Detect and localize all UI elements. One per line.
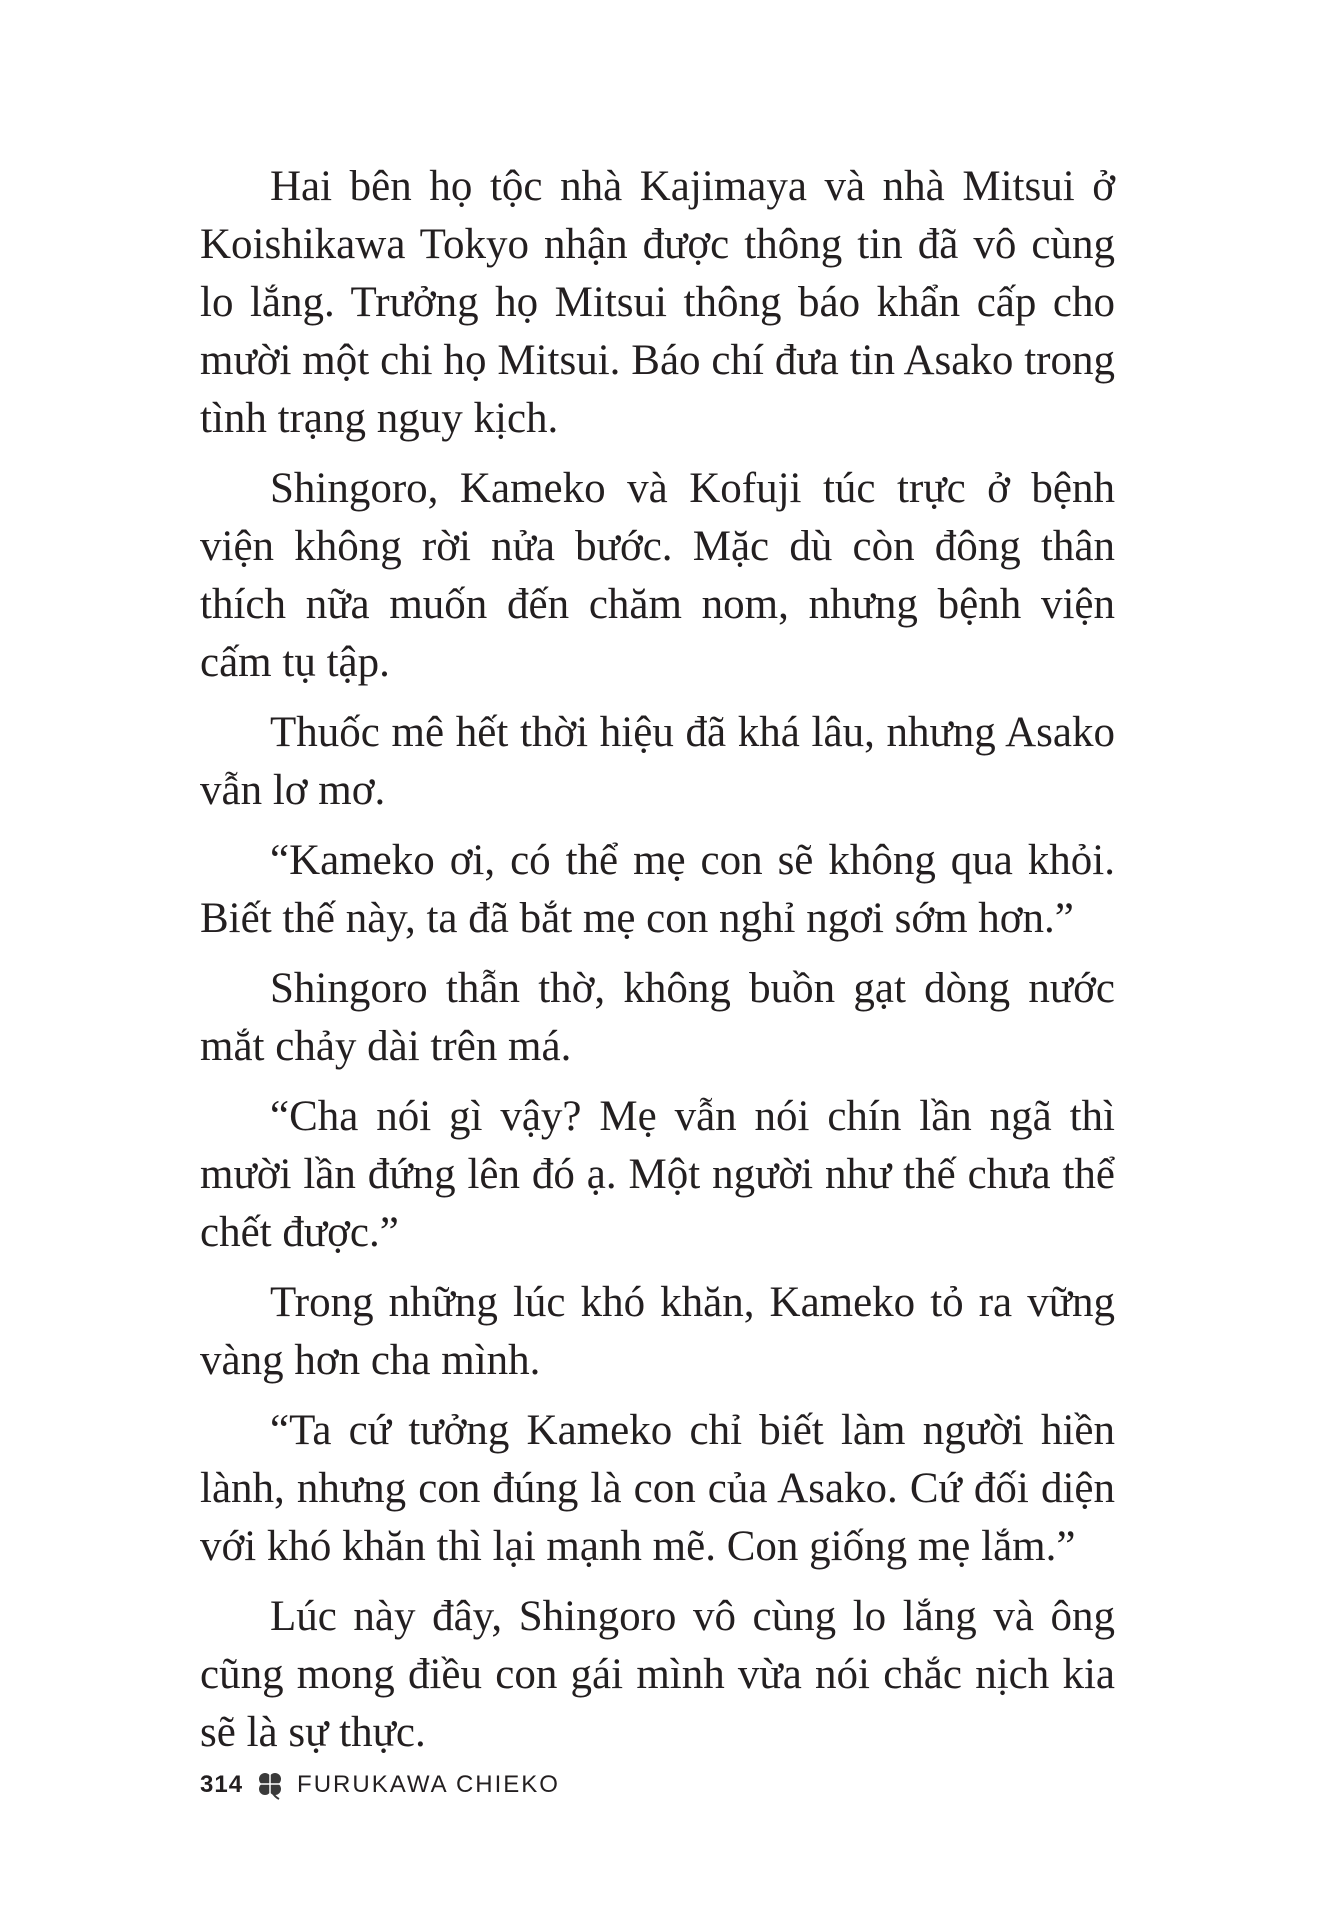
- paragraph: “Cha nói gì vậy? Mẹ vẫn nói chín lần ngã thì mười lần đứng lên đó ạ. Một người như thế chưa thể chết được.”: [200, 1093, 1115, 1256]
- page-footer: [200, 1768, 560, 1802]
- paragraph: Trong những lúc khó khăn, Kameko tỏ ra vững vàng hơn cha mình.: [200, 1279, 1115, 1384]
- paragraph: Hai bên họ tộc nhà Kajimaya và nhà Mitsui ở Koishikawa Tokyo nhận được thông tin đã vô cùng lo lắng. Trưởng họ Mitsui thông báo khẩn cấp cho mười một chi họ Mitsui. Báo chí đưa tin Asako trong tình trạng nguy kịch.: [200, 163, 1115, 442]
- body-text: [200, 158, 1115, 1774]
- paragraph: Shingoro, Kameko và Kofuji túc trực ở bệnh viện không rời nửa bước. Mặc dù còn đông thân thích nữa muốn đến chăm nom, nhưng bệnh viện cấm tụ tập.: [200, 465, 1115, 686]
- paragraph: Shingoro thẫn thờ, không buồn gạt dòng nước mắt chảy dài trên má.: [200, 965, 1115, 1070]
- paragraph: “Kameko ơi, có thể mẹ con sẽ không qua khỏi. Biết thế này, ta đã bắt mẹ con nghỉ ngơi sớm hơn.”: [200, 837, 1115, 942]
- page-number: 314: [200, 1771, 244, 1798]
- paragraph: Thuốc mê hết thời hiệu đã khá lâu, nhưng Asako vẫn lơ mơ.: [200, 709, 1115, 814]
- paragraph: Lúc này đây, Shingoro vô cùng lo lắng và ông cũng mong điều con gái mình vừa nói chắc nịch kia sẽ là sự thực.: [200, 1593, 1115, 1756]
- paragraph: “Ta cứ tưởng Kameko chỉ biết làm người hiền lành, nhưng con đúng là con của Asako. Cứ đối diện với khó khăn thì lại mạnh mẽ. Con giống mẹ lắm.”: [200, 1407, 1115, 1570]
- clover-icon: [253, 1768, 287, 1802]
- author-name: FURUKAWA CHIEKO: [297, 1771, 560, 1798]
